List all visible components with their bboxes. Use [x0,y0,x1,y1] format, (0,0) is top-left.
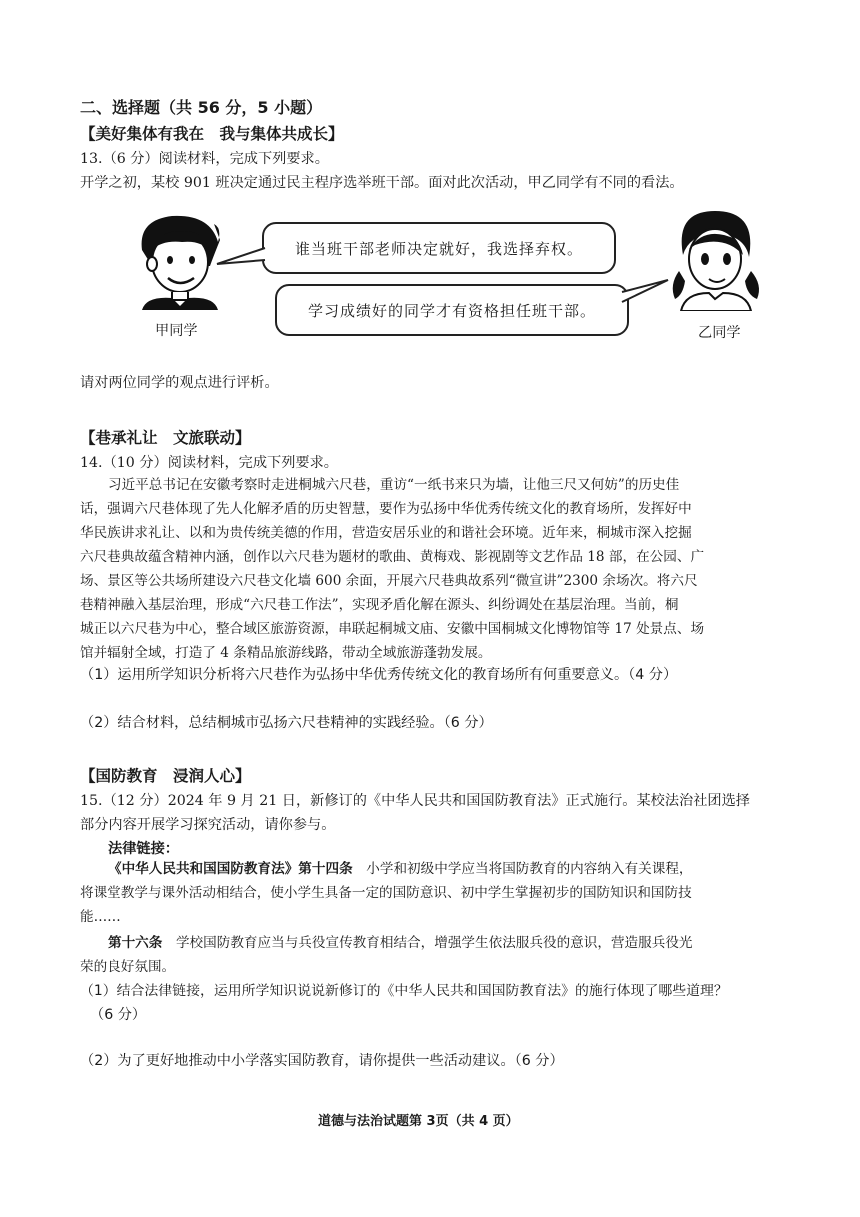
q13-theme: 【美好集体有我在 我与集体共成长】 [80,125,344,143]
girl-student-illustration [665,205,765,311]
name-a-label: 甲同学 [155,323,198,339]
section-title: 二、选择题（共 56 分，5 小题） [80,98,323,117]
q13-prompt: 请对两位同学的观点进行评析。 [80,375,279,391]
q15-art16-line1 [108,932,693,954]
q15-law-link: 法律链接： [108,841,179,857]
q15-header: 15.（12 分）2024 年 9 月 21 日，新修订的《中华人民共和国国防教育法》正式施行。某校法治社团选择 [80,793,750,809]
bubble-a-tail [215,246,267,268]
q15-header-cont: 部分内容开展学习探究活动，请你参与。 [80,817,336,833]
bubble-b-tail [620,278,670,304]
q14-material-line: 话，强调六尺巷体现了先人化解矛盾的历史智慧，要作为弘扬中华优秀传统文化的教育场所，发挥好中 [80,501,692,517]
q14-material-line: 华民族讲求礼让、以和为贵传统美德的作用，营造安居乐业的和谐社会环境。近年来，桐城市深入挖掘 [80,525,692,541]
q15-theme: 【国防教育 浸润人心】 [80,767,251,785]
art16-text: 学校国防教育应当与兵役宣传教育相结合，增强学生依法服兵役的意识，营造服兵役光 [162,935,693,951]
q15-art16-line2: 荣的良好氛围。 [80,959,176,975]
art14-text: 小学和初级中学应当将国防教育的内容纳入有关课程， [352,861,693,877]
speech-bubble-a [262,222,616,274]
q13-material: 开学之初，某校 901 班决定通过民主程序选举班干部。面对此次活动，甲乙同学有不同的看法。 [80,175,684,191]
q14-sub2: （2）结合材料，总结桐城市弘扬六尺巷精神的实践经验。（6 分） [80,715,493,731]
page-footer: 道德与法治试题第 3页（共 4 页） [318,1114,519,1129]
q14-material-line: 巷精神融入基层治理，形成“六尺巷工作法”，实现矛盾化解在源头、纠纷调处在基层治理。当前，桐 [80,597,679,613]
name-b-label: 乙同学 [698,325,741,341]
art16-title: 第十六条 [108,935,163,951]
boy-student-illustration [132,210,228,310]
bubble-b-text: 学习成绩好的同学才有资格担任班干部。 [307,301,596,320]
q15-sub2: （2）为了更好地推动中小学落实国防教育，请你提供一些活动建议。（6 分） [80,1053,564,1069]
art14-title: 《中华人民共和国国防教育法》第十四条 [108,861,353,877]
q15-sub1-score: （6 分） [90,1007,147,1023]
q14-material-line: 城正以六尺巷为中心，整合域区旅游资源，串联起桐城文庙、安徽中国桐城文化博物馆等 17 处景点、场 [80,621,705,637]
q14-header: 14.（10 分）阅读材料，完成下列要求。 [80,455,338,471]
q13-header: 13.（6 分）阅读材料，完成下列要求。 [80,151,329,167]
q15-sub1: （1）结合法律链接，运用所学知识说说新修订的《中华人民共和国国防教育法》的施行体现了哪些道理？ [80,983,728,999]
bubble-a-text: 谁当班干部老师决定就好，我选择弃权。 [294,239,583,258]
q14-material-line: 场、景区等公共场所建设六尺巷文化墙 600 余面，开展六尺巷典故系列“微宣讲”2300 余场次。将六尺 [80,573,698,589]
q15-art14-line3: 能…… [80,909,121,925]
q14-material-line: 六尺巷典故蕴含精神内涵，创作以六尺巷为题材的歌曲、黄梅戏、影视剧等文艺作品 18 部，在公园、广 [80,549,705,565]
q14-material-line: 馆并辐射全域，打造了 4 条精品旅游线路，带动全域旅游蓬勃发展。 [80,645,492,661]
speech-bubble-b [275,284,629,336]
q15-art14-line1 [108,858,693,880]
q14-theme: 【巷承礼让 文旅联动】 [80,429,251,447]
q14-material-line: 习近平总书记在安徽考察时走进桐城六尺巷，重访“一纸书来只为墙，让他三尺又何妨”的历史佳 [108,477,680,493]
q15-art14-line2: 将课堂教学与课外活动相结合，使小学生具备一定的国防意识、初中学生掌握初步的国防知识和国防技 [80,885,692,901]
q14-sub1: （1）运用所学知识分析将六尺巷作为弘扬中华优秀传统文化的教育场所有何重要意义。（4 分） [80,667,678,683]
